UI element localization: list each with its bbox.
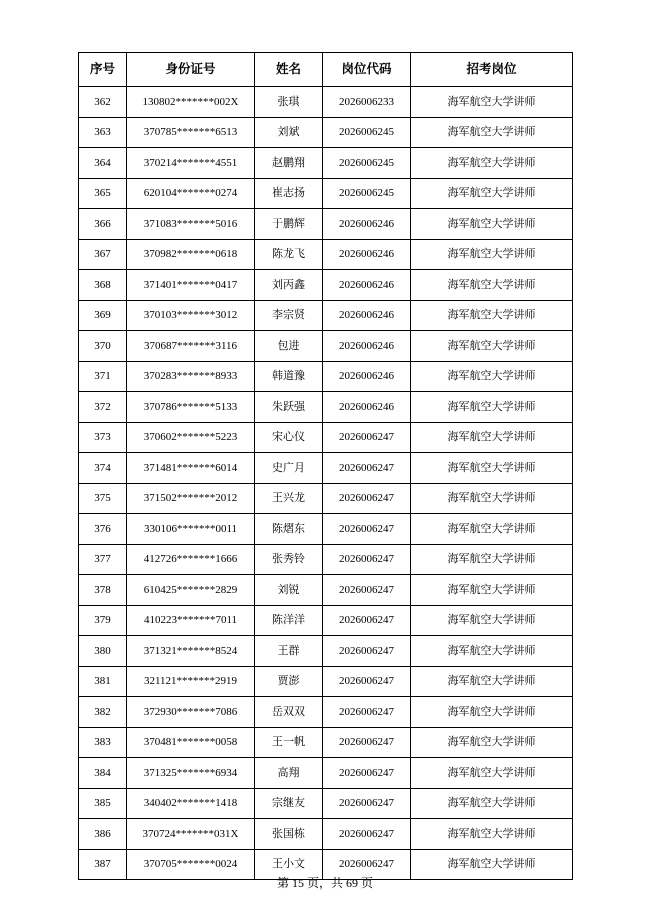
cell-post-code: 2026006247 [323,636,411,667]
cell-id-number: 371083*******5016 [127,209,255,240]
cell-seq: 387 [79,849,127,880]
cell-post-code: 2026006247 [323,666,411,697]
column-header-post: 招考岗位 [411,53,573,87]
cell-id-number: 371325*******6934 [127,758,255,789]
table-row [79,392,573,423]
cell-post-code: 2026006247 [323,514,411,545]
cell-seq: 373 [79,422,127,453]
table-row [79,514,573,545]
page-footer: 第 15 页，共 69 页 [276,876,373,890]
cell-id-number: 370481*******0058 [127,727,255,758]
cell-name: 张琪 [255,87,323,118]
cell-post-code: 2026006247 [323,605,411,636]
table-row [79,605,573,636]
cell-post-code: 2026006246 [323,392,411,423]
table-row [79,178,573,209]
cell-post-title: 海军航空大学讲师 [411,331,573,362]
column-header-name: 姓名 [255,53,323,87]
cell-post-title: 海军航空大学讲师 [411,697,573,728]
cell-post-title: 海军航空大学讲师 [411,361,573,392]
cell-seq: 366 [79,209,127,240]
cell-seq: 363 [79,117,127,148]
cell-name: 于鹏辉 [255,209,323,240]
cell-post-code: 2026006247 [323,483,411,514]
cell-name: 王兴龙 [255,483,323,514]
table-row [79,544,573,575]
cell-id-number: 370785*******6513 [127,117,255,148]
cell-seq: 382 [79,697,127,728]
cell-id-number: 370786*******5133 [127,392,255,423]
cell-post-code: 2026006246 [323,300,411,331]
table-row [79,239,573,270]
cell-name: 刘锐 [255,575,323,606]
table-row [79,300,573,331]
cell-name: 刘丙鑫 [255,270,323,301]
column-header-id: 身份证号 [127,53,255,87]
cell-post-title: 海军航空大学讲师 [411,239,573,270]
cell-name: 宗继友 [255,788,323,819]
cell-id-number: 370602*******5223 [127,422,255,453]
cell-id-number: 370724*******031X [127,819,255,850]
cell-name: 陈洋洋 [255,605,323,636]
cell-post-code: 2026006246 [323,209,411,240]
cell-seq: 380 [79,636,127,667]
cell-id-number: 372930*******7086 [127,697,255,728]
table-header-row [79,53,573,87]
cell-seq: 369 [79,300,127,331]
cell-post-code: 2026006247 [323,697,411,728]
cell-seq: 370 [79,331,127,362]
cell-post-title: 海军航空大学讲师 [411,514,573,545]
cell-name: 陈龙飞 [255,239,323,270]
cell-name: 朱跃强 [255,392,323,423]
cell-seq: 375 [79,483,127,514]
cell-post-code: 2026006246 [323,270,411,301]
table-row [79,575,573,606]
cell-post-title: 海军航空大学讲师 [411,758,573,789]
cell-post-title: 海军航空大学讲师 [411,575,573,606]
cell-post-code: 2026006246 [323,239,411,270]
table-row [79,117,573,148]
cell-post-code: 2026006247 [323,453,411,484]
cell-seq: 364 [79,148,127,179]
cell-post-title: 海军航空大学讲师 [411,788,573,819]
cell-post-title: 海军航空大学讲师 [411,117,573,148]
table-row [79,788,573,819]
table-row [79,819,573,850]
cell-id-number: 370103*******3012 [127,300,255,331]
cell-name: 岳双双 [255,697,323,728]
table-row [79,270,573,301]
table-row [79,361,573,392]
cell-post-title: 海军航空大学讲师 [411,666,573,697]
cell-seq: 381 [79,666,127,697]
cell-id-number: 410223*******7011 [127,605,255,636]
cell-name: 包进 [255,331,323,362]
cell-id-number: 371502*******2012 [127,483,255,514]
cell-seq: 371 [79,361,127,392]
cell-id-number: 321121*******2919 [127,666,255,697]
cell-name: 崔志扬 [255,178,323,209]
cell-seq: 376 [79,514,127,545]
cell-post-code: 2026006246 [323,331,411,362]
cell-post-title: 海军航空大学讲师 [411,148,573,179]
cell-post-title: 海军航空大学讲师 [411,270,573,301]
cell-id-number: 371401*******0417 [127,270,255,301]
table-row [79,727,573,758]
cell-id-number: 370214*******4551 [127,148,255,179]
cell-name: 王群 [255,636,323,667]
table-row [79,483,573,514]
cell-name: 贾澎 [255,666,323,697]
cell-post-code: 2026006247 [323,727,411,758]
cell-name: 王小文 [255,849,323,880]
table-row [79,148,573,179]
cell-post-title: 海军航空大学讲师 [411,392,573,423]
cell-seq: 365 [79,178,127,209]
cell-name: 韩道豫 [255,361,323,392]
cell-seq: 368 [79,270,127,301]
cell-seq: 367 [79,239,127,270]
cell-post-title: 海军航空大学讲师 [411,87,573,118]
cell-post-code: 2026006247 [323,758,411,789]
cell-name: 史广月 [255,453,323,484]
cell-id-number: 620104*******0274 [127,178,255,209]
table-row [79,697,573,728]
column-header-seq: 序号 [79,53,127,87]
cell-seq: 378 [79,575,127,606]
cell-name: 陈熠东 [255,514,323,545]
cell-post-code: 2026006245 [323,178,411,209]
cell-post-title: 海军航空大学讲师 [411,422,573,453]
cell-post-title: 海军航空大学讲师 [411,483,573,514]
cell-post-title: 海军航空大学讲师 [411,849,573,880]
cell-post-code: 2026006245 [323,148,411,179]
cell-name: 李宗贤 [255,300,323,331]
cell-post-code: 2026006233 [323,87,411,118]
cell-name: 张秀铃 [255,544,323,575]
cell-post-code: 2026006247 [323,819,411,850]
table-row [79,636,573,667]
table-row [79,87,573,118]
cell-post-title: 海军航空大学讲师 [411,300,573,331]
cell-post-code: 2026006247 [323,575,411,606]
cell-post-code: 2026006246 [323,361,411,392]
cell-seq: 377 [79,544,127,575]
cell-id-number: 371321*******8524 [127,636,255,667]
table-row [79,331,573,362]
cell-seq: 385 [79,788,127,819]
roster-table [78,52,573,880]
cell-id-number: 330106*******0011 [127,514,255,545]
cell-post-title: 海军航空大学讲师 [411,209,573,240]
cell-id-number: 130802*******002X [127,87,255,118]
cell-post-title: 海军航空大学讲师 [411,636,573,667]
cell-post-title: 海军航空大学讲师 [411,727,573,758]
cell-name: 王一帆 [255,727,323,758]
cell-seq: 384 [79,758,127,789]
cell-seq: 386 [79,819,127,850]
cell-post-title: 海军航空大学讲师 [411,178,573,209]
cell-id-number: 412726*******1666 [127,544,255,575]
cell-post-code: 2026006247 [323,788,411,819]
cell-seq: 379 [79,605,127,636]
cell-name: 高翔 [255,758,323,789]
cell-seq: 374 [79,453,127,484]
cell-id-number: 340402*******1418 [127,788,255,819]
cell-post-title: 海军航空大学讲师 [411,544,573,575]
cell-id-number: 370283*******8933 [127,361,255,392]
cell-post-code: 2026006247 [323,544,411,575]
table-row [79,209,573,240]
cell-seq: 383 [79,727,127,758]
cell-name: 宋心仪 [255,422,323,453]
cell-post-code: 2026006247 [323,422,411,453]
table-body [79,87,573,880]
cell-post-title: 海军航空大学讲师 [411,453,573,484]
table-row [79,666,573,697]
cell-id-number: 370982*******0618 [127,239,255,270]
cell-seq: 362 [79,87,127,118]
table-row [79,422,573,453]
table-header [79,53,573,87]
cell-post-title: 海军航空大学讲师 [411,605,573,636]
cell-id-number: 371481*******6014 [127,453,255,484]
cell-id-number: 370687*******3116 [127,331,255,362]
cell-post-code: 2026006245 [323,117,411,148]
table-row [79,758,573,789]
column-header-code: 岗位代码 [323,53,411,87]
cell-name: 张国栋 [255,819,323,850]
cell-name: 刘斌 [255,117,323,148]
cell-seq: 372 [79,392,127,423]
table-row [79,453,573,484]
cell-name: 赵鹏翔 [255,148,323,179]
cell-post-title: 海军航空大学讲师 [411,819,573,850]
cell-id-number: 610425*******2829 [127,575,255,606]
cell-id-number: 370705*******0024 [127,849,255,880]
cell-post-code: 2026006247 [323,849,411,880]
